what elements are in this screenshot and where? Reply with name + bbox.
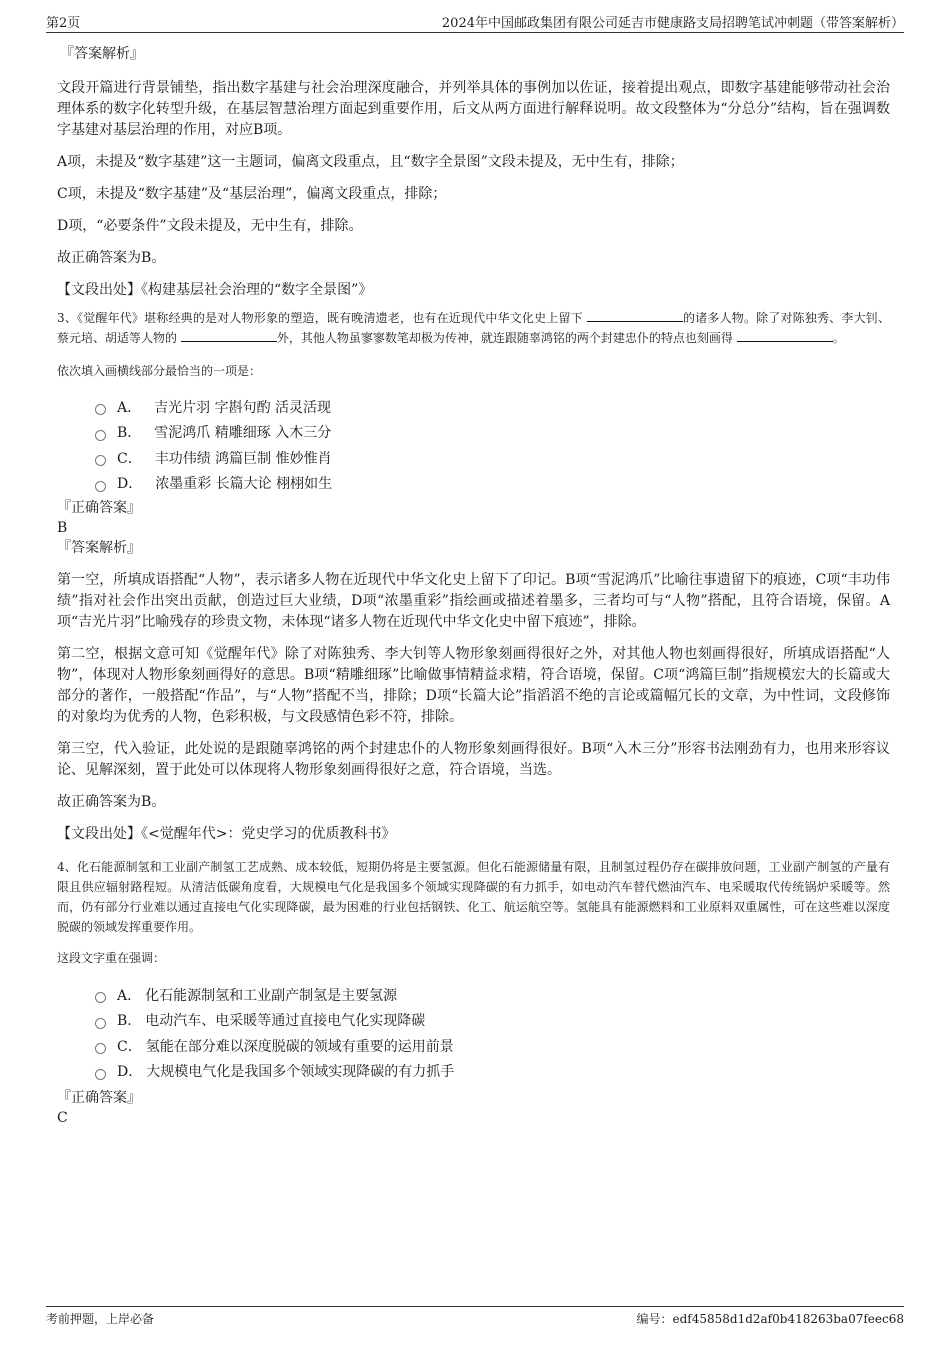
analysis-label: 『答案解析』	[57, 540, 141, 556]
option-d[interactable]: D． 浓墨重彩 长篇大论 栩栩如生	[57, 471, 890, 497]
page-header	[46, 12, 904, 33]
option-c[interactable]: C． 氢能在部分难以深度脱碳的领域有重要的运用前景	[57, 1033, 890, 1059]
analysis-paragraph: A项，未提及“数字基建”这一主题词，偏离文段重点，且“数字全景图”文段未提及，无中生有，排除；	[57, 154, 684, 170]
fill-blank	[181, 329, 277, 342]
document-id: 编号：edf45858d1d2af0b418263ba07feec68	[636, 1312, 904, 1326]
question-prompt: 这段文字重在强调：	[57, 951, 166, 965]
analysis-paragraph: 文段开篇进行背景铺垫，指出数字基建与社会治理深度融合，并列举具体的事例加以佐证，接着提出观点，即数字基建能够带动社会治理体系的数字化转型升级，在基层智慧治理方面起到重要作用，后文从两方面进行解释说明。故文段整体为“分总分”结构，旨在强调数字基建对基层治理的作用，对应B项。	[57, 80, 890, 138]
source-citation: 【文段出处】《<觉醒年代>：党史学习的优质教科书》	[57, 826, 396, 842]
analysis-paragraph: 第二空，根据文意可知《觉醒年代》除了对陈独秀、李大钊等人物形象刻画得很好之外，对其他人物也刻画得很好，所填成语搭配“人物”，体现对人物形象刻画得好的意思。B项“精雕细琢”比喻做事情精益求精，符合语境，保留。C项“鸿篇巨制”指规模宏大的长篇或大部分的著作，一般搭配“作品”，与“人物”搭配不当，排除；D项“长篇大论”指滔滔不绝的言论或篇幅冗长的文章，为中性词，文段修饰的对象均为优秀的人物，色彩积极，与文段感情色彩不符，排除。	[57, 646, 890, 725]
analysis-paragraph: 第一空，所填成语搭配“人物”，表示诸多人物在近现代中华文化史上留下了印记。B项“雪泥鸿爪”比喻往事遗留下的痕迹，C项“丰功伟绩”指对社会作出突出贡献，创造过巨大业绩，D项“浓墨重彩”指绘画或描述着墨多，三者均可与“人物”搭配，且符合语境，保留。A项“吉光片羽”比喻残存的珍贵文物，未体现“诸多人物在近现代中华文化史中留下痕迹”，排除。	[57, 572, 890, 630]
radio-icon[interactable]	[95, 404, 106, 415]
answer-statement: 故正确答案为B。	[57, 250, 166, 266]
option-list	[57, 982, 890, 1084]
option-d[interactable]: D． 大规模电气化是我国多个领域实现降碳的有力抓手	[57, 1059, 890, 1085]
page-footer	[46, 1306, 904, 1325]
radio-icon[interactable]	[95, 1043, 106, 1054]
option-a[interactable]: A． 化石能源制氢和工业副产制氢是主要氢源	[57, 982, 890, 1008]
fill-blank	[587, 309, 683, 322]
analysis-paragraph: 第三空，代入验证，此处说的是跟随辜鸿铭的两个封建忠仆的人物形象刻画得很好。B项“入木三分”形容书法刚劲有力，也用来形容议论、见解深刻，置于此处可以体现将人物形象刻画得很好之意，符合语境，当选。	[57, 741, 890, 778]
analysis-paragraph: C项，未提及“数字基建”及“基层治理”，偏离文段重点，排除；	[57, 186, 447, 202]
analysis-label: 『答案解析』	[60, 46, 144, 62]
fill-blank	[737, 329, 833, 342]
question-prompt: 依次填入画横线部分最恰当的一项是：	[57, 364, 262, 378]
page-content	[57, 44, 890, 1128]
option-a[interactable]: A． 吉光片羽 字斟句酌 活灵活现	[57, 394, 890, 420]
footer-slogan: 考前押题，上岸必备	[46, 1312, 155, 1326]
option-b[interactable]: B． 电动汽车、电采暖等通过直接电气化实现降碳	[57, 1008, 890, 1034]
correct-answer-label: 『正确答案』	[57, 500, 141, 516]
radio-icon[interactable]	[95, 1018, 106, 1029]
radio-icon[interactable]	[95, 455, 106, 466]
answer-statement: 故正确答案为B。	[57, 794, 166, 810]
option-list	[57, 394, 890, 496]
correct-answer: C	[57, 1110, 68, 1126]
question-stem: 4、化石能源制氢和工业副产制氢工艺成熟、成本较低，短期仍将是主要氢源。但化石能源储量有限，且制氢过程仍存在碳排放问题，工业副产制氢的产量有限且供应辐射路程短。从清洁低碳角度看，大规模电气化是我国多个领域实现降碳的有力抓手，如电动汽车替代燃油汽车、电采暖取代传统锅炉采暖等。然而，仍有部分行业难以通过直接电气化实现降碳，最为困难的行业包括钢铁、化工、航运航空等。氢能具有能源燃料和工业原料双重属性，可在这些难以深度脱碳的领域发挥重要作用。	[57, 860, 890, 934]
analysis-paragraph: D项，“必要条件”文段未提及，无中生有，排除。	[57, 218, 363, 234]
correct-answer: B	[57, 520, 68, 536]
document-title: 2024年中国邮政集团有限公司延吉市健康路支局招聘笔试冲刺题（带答案解析）	[441, 16, 904, 31]
radio-icon[interactable]	[95, 1069, 106, 1080]
option-b[interactable]: B． 雪泥鸿爪 精雕细琢 入木三分	[57, 420, 890, 446]
source-citation: 【文段出处】《构建基层社会治理的“数字全景图”》	[57, 282, 373, 298]
radio-icon[interactable]	[95, 481, 106, 492]
correct-answer-label: 『正确答案』	[57, 1090, 141, 1106]
radio-icon[interactable]	[95, 430, 106, 441]
question-stem: 3、《觉醒年代》堪称经典的是对人物形象的塑造，既有晚清遗老，也有在近现代中华文化史上留下 的诸多人物。除了对陈独秀、李大钊、蔡元培、胡适等人物的 外，其他人物虽寥寥数笔却极为传神，就连跟随辜鸿铭的两个封建忠仆的特点也刻画得 。	[57, 311, 890, 345]
option-c[interactable]: C． 丰功伟绩 鸿篇巨制 惟妙惟肖	[57, 445, 890, 471]
radio-icon[interactable]	[95, 992, 106, 1003]
page-number: 第2页	[46, 16, 81, 31]
